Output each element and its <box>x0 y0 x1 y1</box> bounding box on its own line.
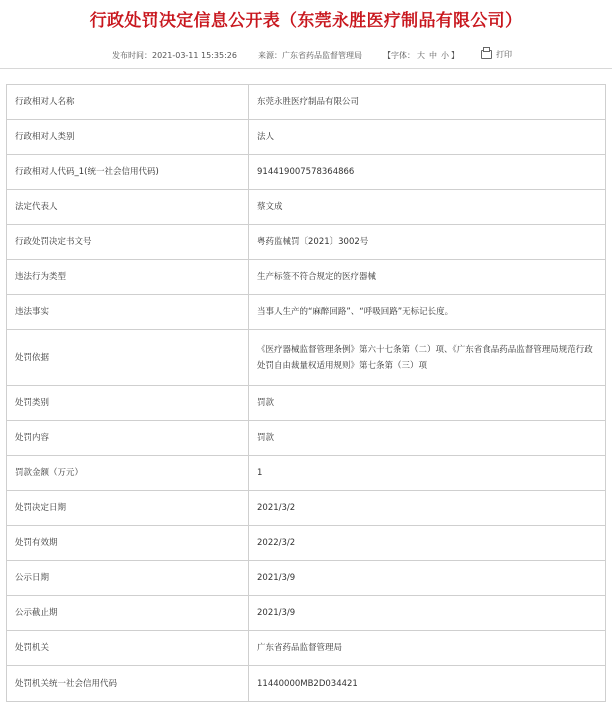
table-row <box>7 225 606 260</box>
table-row <box>7 666 606 702</box>
row-label: 法定代表人 <box>7 190 249 225</box>
row-label: 处罚内容 <box>7 421 249 456</box>
table-row <box>7 120 606 155</box>
source-label: 来源：广东省药品监督管理局 <box>258 51 362 60</box>
row-value: 2021/3/2 <box>249 491 606 526</box>
font-size-close: 】 <box>451 51 459 60</box>
row-value: 《医疗器械监督管理条例》第六十七条第（二）项、《广东省食品药品监督管理局规范行政处罚自由裁量权适用规则》第七条第（三）项 <box>249 330 606 386</box>
row-value: 粤药监械罚〔2021〕3002号 <box>249 225 606 260</box>
row-label: 罚款金额（万元） <box>7 456 249 491</box>
font-size-label: 【字体： <box>383 51 415 60</box>
row-value: 1 <box>249 456 606 491</box>
row-label: 公示截止期 <box>7 596 249 631</box>
header-divider <box>0 68 612 69</box>
row-value: 914419007578364866 <box>249 155 606 190</box>
table-row <box>7 190 606 225</box>
page-title: 行政处罚决定信息公开表（东莞永胜医疗制品有限公司） <box>89 11 523 31</box>
print-label: 打印 <box>496 50 512 59</box>
penalty-info-table <box>6 84 606 702</box>
print-button[interactable] <box>481 49 512 60</box>
row-label: 行政相对人类别 <box>7 120 249 155</box>
row-label: 行政处罚决定书文号 <box>7 225 249 260</box>
row-label: 违法事实 <box>7 295 249 330</box>
table-row <box>7 295 606 330</box>
row-label: 行政相对人名称 <box>7 85 249 120</box>
row-value: 东莞永胜医疗制品有限公司 <box>249 85 606 120</box>
table-row <box>7 85 606 120</box>
row-label: 处罚机关统一社会信用代码 <box>7 666 249 702</box>
table-row <box>7 631 606 666</box>
row-value: 2021/3/9 <box>249 596 606 631</box>
row-value: 法人 <box>249 120 606 155</box>
row-value: 2022/3/2 <box>249 526 606 561</box>
row-value: 当事人生产的“麻醉回路”、“呼吸回路”无标记长度。 <box>249 295 606 330</box>
row-label: 处罚决定日期 <box>7 491 249 526</box>
row-label: 违法行为类型 <box>7 260 249 295</box>
row-label: 处罚机关 <box>7 631 249 666</box>
table-row <box>7 456 606 491</box>
font-large-link[interactable]: 大 <box>417 51 425 60</box>
row-value: 蔡文成 <box>249 190 606 225</box>
table-row <box>7 330 606 386</box>
table-row <box>7 526 606 561</box>
font-size-switcher <box>383 50 459 61</box>
row-value: 罚款 <box>249 386 606 421</box>
row-value: 生产标签不符合规定的医疗器械 <box>249 260 606 295</box>
table-row <box>7 155 606 190</box>
printer-icon <box>481 50 492 59</box>
table-row <box>7 421 606 456</box>
row-label: 处罚类别 <box>7 386 249 421</box>
row-value: 2021/3/9 <box>249 561 606 596</box>
row-value: 广东省药品监督管理局 <box>249 631 606 666</box>
table-row <box>7 260 606 295</box>
table-row <box>7 386 606 421</box>
font-medium-link[interactable]: 中 <box>429 51 437 60</box>
row-value: 11440000MB2D034421 <box>249 666 606 702</box>
table-row <box>7 561 606 596</box>
publish-time: 发布时间：2021-03-11 15:35:26 <box>112 51 237 60</box>
font-small-link[interactable]: 小 <box>441 51 449 60</box>
row-label: 行政相对人代码_1(统一社会信用代码) <box>7 155 249 190</box>
row-value: 罚款 <box>249 421 606 456</box>
row-label: 公示日期 <box>7 561 249 596</box>
row-label: 处罚有效期 <box>7 526 249 561</box>
table-row <box>7 596 606 631</box>
row-label: 处罚依据 <box>7 330 249 386</box>
table-row <box>7 491 606 526</box>
